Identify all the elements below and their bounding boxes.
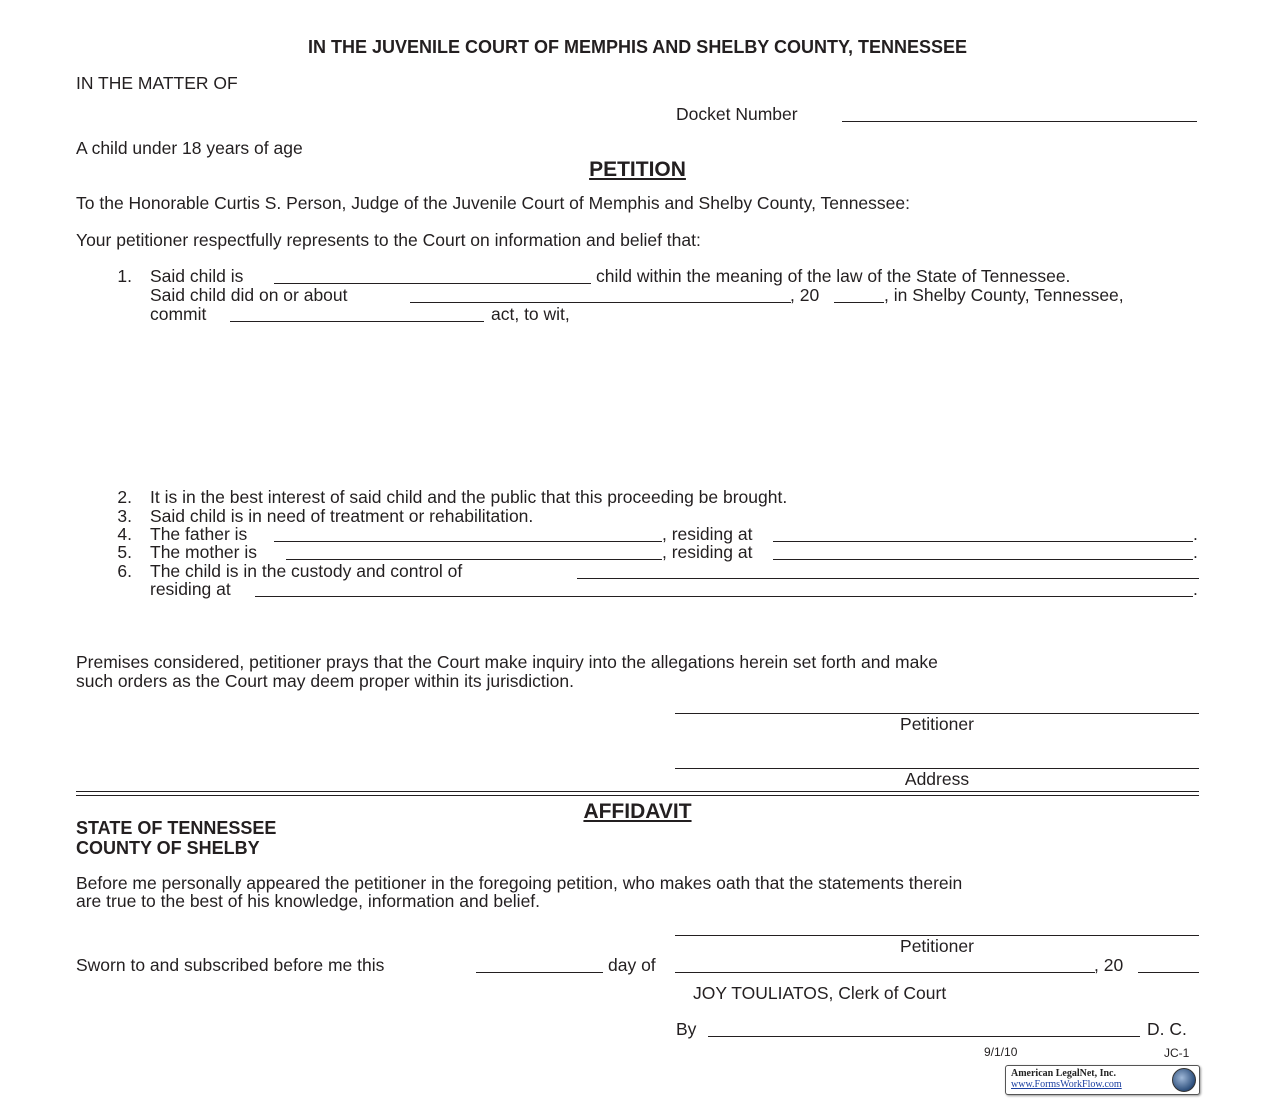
deputy-clerk-signature-field[interactable] xyxy=(708,1036,1140,1037)
petition-intro: Your petitioner respectfully represents to the Court on information and belief that: xyxy=(76,230,701,250)
sworn-year-field[interactable] xyxy=(1138,972,1199,973)
sworn-year-prefix: , 20 xyxy=(1094,955,1124,975)
mother-name-field[interactable] xyxy=(286,559,662,560)
sworn-day-of-label: day of xyxy=(608,955,656,975)
globe-icon xyxy=(1172,1068,1196,1092)
petition-title: PETITION xyxy=(589,158,686,181)
affidavit-line-2: are true to the best of his knowledge, information and belief. xyxy=(76,891,541,911)
item-1-to-wit-text: act, to wit, xyxy=(491,304,570,324)
mother-address-field[interactable] xyxy=(773,559,1193,560)
mother-residing-label: , residing at xyxy=(662,542,753,562)
salutation: To the Honorable Curtis S. Person, Judge of the Juvenile Court of Memphis and Shelby County, Tennessee: xyxy=(76,193,910,213)
docket-label: Docket Number xyxy=(676,104,798,124)
item-1-date-label: Said child did on or about xyxy=(150,285,348,305)
offense-year-field[interactable] xyxy=(834,302,884,303)
address-label: Address xyxy=(904,769,970,789)
item-2-number: 2. xyxy=(117,487,132,507)
county-label: COUNTY OF SHELBY xyxy=(76,838,260,858)
custody-residing-label: residing at xyxy=(150,579,231,599)
father-name-field[interactable] xyxy=(274,541,662,542)
father-period: . xyxy=(1193,524,1198,544)
custody-period: . xyxy=(1193,579,1198,599)
custodian-name-field[interactable] xyxy=(577,578,1199,579)
item-3-text: Said child is in need of treatment or rehabilitation. xyxy=(150,506,534,526)
mother-period: . xyxy=(1193,542,1198,562)
item-1-said-child-label: Said child is xyxy=(150,266,244,286)
act-type-field[interactable] xyxy=(230,321,484,322)
affidavit-title: AFFIDAVIT xyxy=(583,800,692,823)
sworn-label: Sworn to and subscribed before me this xyxy=(76,955,385,975)
offense-date-field[interactable] xyxy=(410,302,791,303)
matter-label: IN THE MATTER OF xyxy=(76,73,238,93)
mother-label: The mother is xyxy=(150,542,257,562)
father-residing-label: , residing at xyxy=(662,524,753,544)
prayer-line-2: such orders as the Court may deem proper within its jurisdiction. xyxy=(76,671,574,691)
item-1-meaning-text: child within the meaning of the law of the State of Tennessee. xyxy=(596,266,1071,286)
father-address-field[interactable] xyxy=(773,541,1193,542)
child-status-field[interactable] xyxy=(274,283,591,284)
american-legalnet-logo[interactable] xyxy=(1005,1065,1200,1095)
form-code: JC-1 xyxy=(1164,1046,1190,1060)
petitioner-label: Petitioner xyxy=(900,714,974,734)
by-label: By xyxy=(676,1019,697,1039)
child-age-label: A child under 18 years of age xyxy=(76,138,303,158)
custody-label: The child is in the custody and control of xyxy=(150,561,463,581)
item-5-number: 5. xyxy=(117,542,132,562)
logo-company-name: American LegalNet, Inc. xyxy=(1011,1068,1116,1079)
item-2-text: It is in the best interest of said child and the public that this proceeding be brought. xyxy=(150,487,788,507)
docket-number-field[interactable] xyxy=(842,121,1197,122)
revision-date: 9/1/10 xyxy=(984,1045,1018,1059)
item-1-year-prefix: , 20 xyxy=(790,285,820,305)
divider-top xyxy=(76,791,1199,792)
item-1-commit-label: commit xyxy=(150,304,207,324)
affidavit-line-1: Before me personally appeared the petitioner in the foregoing petition, who makes oath that the statements therein xyxy=(76,873,963,893)
dc-label: D. C. xyxy=(1147,1019,1187,1039)
prayer-line-1: Premises considered, petitioner prays that the Court make inquiry into the allegations herein set forth and make xyxy=(76,652,938,672)
item-1-number: 1. xyxy=(117,266,132,286)
item-3-number: 3. xyxy=(117,506,132,526)
custodian-address-field[interactable] xyxy=(255,596,1193,597)
item-4-number: 4. xyxy=(117,524,132,544)
sworn-month-field[interactable] xyxy=(675,972,1095,973)
father-label: The father is xyxy=(150,524,248,544)
court-heading: IN THE JUVENILE COURT OF MEMPHIS AND SHELBY COUNTY, TENNESSEE xyxy=(307,37,968,57)
clerk-label: JOY TOULIATOS, Clerk of Court xyxy=(693,983,947,1003)
affidavit-petitioner-label: Petitioner xyxy=(900,936,974,956)
logo-website-link[interactable]: www.FormsWorkFlow.com xyxy=(1011,1079,1122,1090)
sworn-day-field[interactable] xyxy=(476,972,603,973)
item-1-county-text: , in Shelby County, Tennessee, xyxy=(884,285,1124,305)
item-6-number: 6. xyxy=(117,561,132,581)
state-label: STATE OF TENNESSEE xyxy=(76,818,277,838)
divider-bottom xyxy=(76,795,1199,796)
